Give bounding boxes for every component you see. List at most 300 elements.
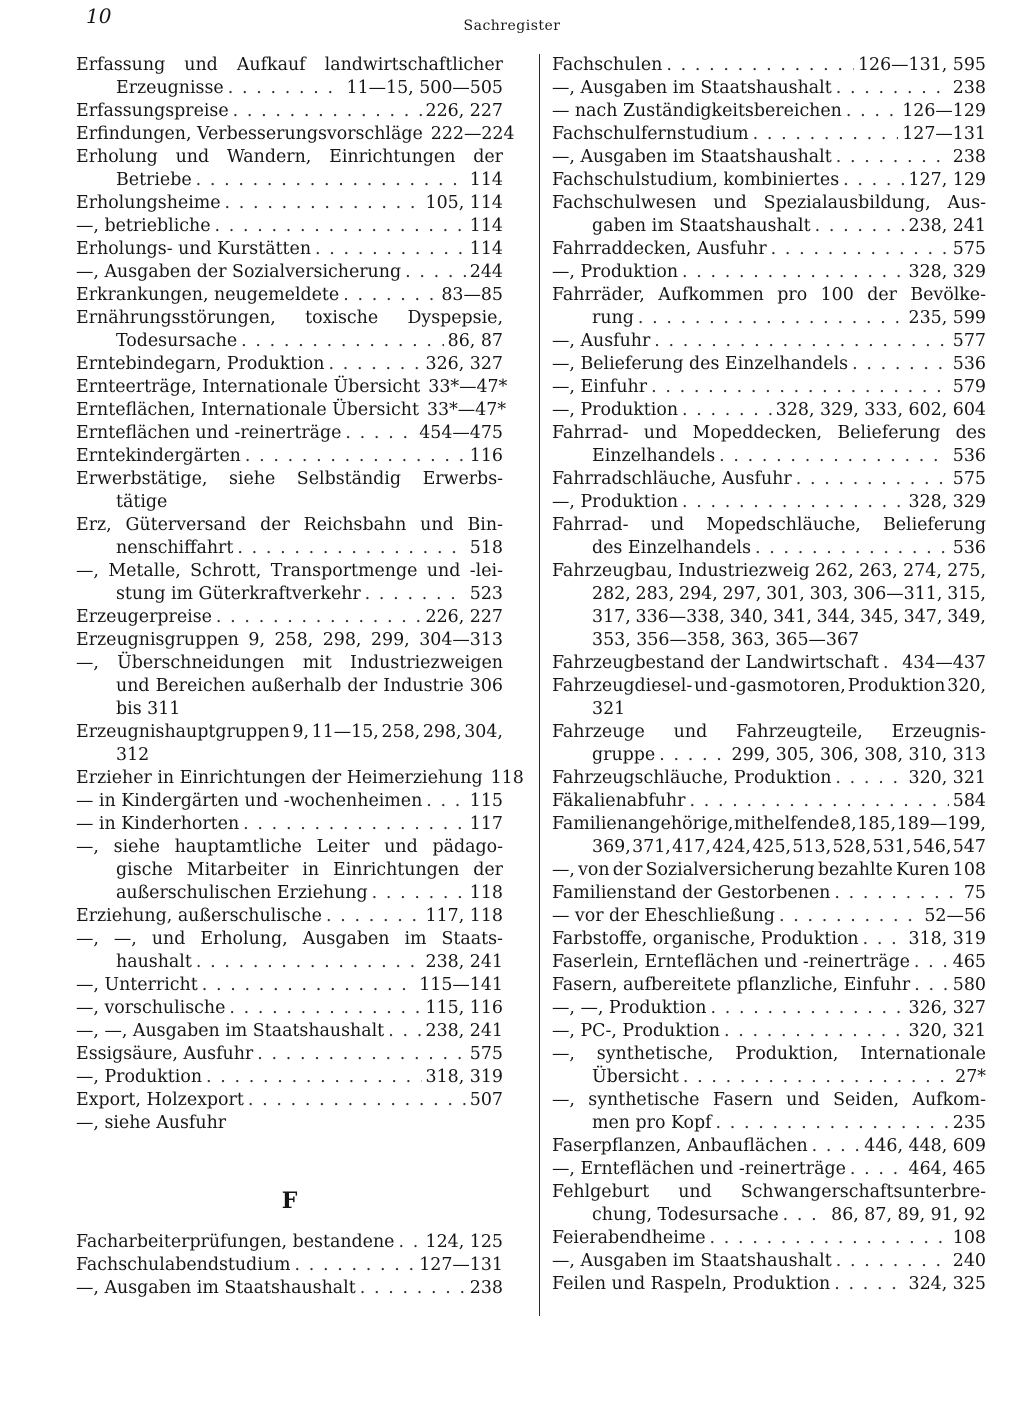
index-entry [552, 123, 986, 146]
index-entry [76, 905, 503, 928]
section-letter: F [281, 1188, 298, 1214]
index-entry [76, 422, 503, 445]
index-entry [76, 1043, 503, 1066]
page-reference: 299, 305, 306, 308, 310, 313 [731, 745, 986, 765]
entry-text: Erzeugnishauptgruppen 9, 11—15, 258, 298, 304, [76, 722, 503, 742]
dot-leader [233, 100, 422, 123]
entry-line [76, 767, 524, 790]
dot-leader [815, 215, 905, 238]
index-entry [76, 974, 503, 997]
entry-text: —, PC-, Produktion [552, 1021, 720, 1041]
entry-line [552, 790, 986, 813]
page-reference: 118 [490, 768, 524, 788]
dot-leader [228, 77, 343, 100]
entry-text: Fasern, aufbereitete pflanzliche, Einfuhr [552, 975, 911, 995]
entry-text: —, synthetische, Produktion, Internationale [552, 1044, 986, 1064]
entry-text: — in Kindergärten und -wochenheimen [76, 791, 423, 811]
page-reference: 11—15, 500—505 [346, 78, 503, 98]
dot-leader [724, 1020, 905, 1043]
page-reference: 118 [469, 883, 503, 903]
page-reference: 240 [952, 1251, 986, 1271]
entry-line [552, 974, 986, 997]
entry-text: 282, 283, 294, 297, 301, 303, 306—311, 315, [592, 584, 986, 604]
index-entry [552, 1273, 986, 1296]
page-reference: 579 [952, 377, 986, 397]
page-reference: 238 [952, 78, 986, 98]
entry-continuation-line [552, 1112, 986, 1135]
entry-text: —, Produktion [76, 1067, 203, 1087]
dot-leader [398, 1231, 421, 1254]
entry-line [76, 1112, 503, 1135]
entry-line [76, 997, 503, 1020]
entry-text: Fahrrad- und Mopeddecken, Belieferung des [552, 423, 986, 443]
entry-text: stung im Güterkraftverkehr [116, 584, 361, 604]
dot-leader [202, 974, 416, 997]
page-reference: 454—475 [419, 423, 503, 443]
index-entry [76, 836, 503, 905]
dot-leader [843, 169, 904, 192]
page-reference: 536 [952, 538, 986, 558]
entry-text: Fahrzeuge und Fahrzeugteile, Erzeugnis- [552, 722, 986, 742]
entry-text: Fachschulen [552, 55, 663, 75]
entry-line [552, 767, 986, 790]
entry-line [552, 997, 986, 1020]
entry-line [552, 1158, 986, 1181]
entry-text: 369, 371, 417, 424, 425, 513, 528, 531, 546, 547 [592, 837, 986, 857]
entry-line [552, 1227, 986, 1250]
page-reference: 523 [469, 584, 503, 604]
page-reference: 446, 448, 609 [864, 1136, 986, 1156]
dot-leader [883, 652, 898, 675]
index-entry [552, 330, 986, 353]
entry-text: —, Metalle, Schrott, Transportmenge und -lei- [76, 561, 503, 581]
page-reference: 584 [952, 791, 986, 811]
entry-continuation-line [552, 307, 986, 330]
index-entry [76, 997, 503, 1020]
page-reference: 238 [952, 147, 986, 167]
entry-text: —, Ausfuhr [552, 331, 651, 351]
entry-line [552, 1250, 986, 1273]
entry-text: — vor der Eheschließung [552, 906, 775, 926]
dot-leader [666, 54, 854, 77]
index-entry [552, 1089, 986, 1135]
entry-text: Ernteflächen und -reinerträge [76, 423, 342, 443]
entry-text: Erfassung und Aufkauf landwirtschaftlicher [76, 55, 503, 75]
entry-line [552, 1181, 986, 1204]
page-reference: 116 [469, 446, 503, 466]
index-entry [76, 399, 507, 422]
entry-text: außerschulischen Erziehung [116, 883, 368, 903]
entry-text: Familienstand der Gestorbenen [552, 883, 831, 903]
entry-text: Feilen und Raspeln, Produktion [552, 1274, 831, 1294]
page-reference: 114 [469, 239, 503, 259]
entry-text: Faserpflanzen, Anbauflächen [552, 1136, 808, 1156]
index-entry [76, 629, 503, 652]
entry-text: nenschiffahrt [116, 538, 234, 558]
index-entry [76, 215, 503, 238]
entry-text: des Einzelhandels [592, 538, 752, 558]
dot-leader [812, 1135, 861, 1158]
dot-leader [216, 606, 422, 629]
dot-leader [343, 284, 437, 307]
index-entry [76, 376, 508, 399]
page-reference: 33*—47* [428, 377, 508, 397]
index-entry [76, 813, 503, 836]
index-entry [76, 238, 503, 261]
index-entry [552, 928, 986, 951]
index-entry [552, 974, 986, 997]
dot-leader [753, 123, 899, 146]
entry-line [552, 77, 986, 100]
index-entry [552, 721, 986, 767]
page-reference: 238, 241 [908, 216, 986, 236]
dot-leader [836, 1250, 949, 1273]
entry-text: men pro Kopf [592, 1113, 712, 1133]
entry-continuation-line [552, 629, 986, 652]
entry-text: Ernährungsstörungen, toxische Dyspepsie, [76, 308, 503, 328]
entry-line [552, 1089, 986, 1112]
dot-leader [372, 882, 466, 905]
dot-leader [365, 583, 466, 606]
entry-text: und Bereichen außerhalb der Industrie 306 [116, 676, 503, 696]
page-reference: 127—131 [419, 1255, 503, 1275]
entry-continuation-line [552, 583, 986, 606]
entry-line [76, 238, 503, 261]
entry-line [76, 813, 503, 836]
entry-text: Erzeugnisse [116, 78, 224, 98]
dot-leader [914, 951, 949, 974]
page-reference: 124, 125 [425, 1232, 503, 1252]
dot-leader [755, 537, 949, 560]
page-reference: 115 [469, 791, 503, 811]
entry-text: Fachschulwesen und Spezialausbildung, Aus- [552, 193, 986, 213]
dot-leader [719, 445, 949, 468]
page-reference: 328, 329 [908, 492, 986, 512]
index-entry [76, 1020, 503, 1043]
index-entry [76, 790, 503, 813]
dot-leader [237, 537, 465, 560]
entry-line [552, 399, 986, 422]
entry-text: Fachschulabendstudium [76, 1255, 291, 1275]
page-reference: 318, 319 [425, 1067, 503, 1087]
entry-text: —, siehe hauptamtliche Leiter und pädago- [76, 837, 503, 857]
index-entry [552, 790, 986, 813]
entry-line [76, 560, 503, 583]
index-entry [552, 813, 986, 859]
entry-continuation-line [76, 859, 503, 882]
entry-text: —, Ausgaben im Staatshaushalt [76, 1278, 356, 1298]
index-entry [552, 1158, 986, 1181]
entry-text: Ernteerträge, Internationale Übersicht [76, 377, 421, 397]
entry-text: Erkrankungen, neugemeldete [76, 285, 340, 305]
entry-line [76, 1089, 503, 1112]
index-entry [552, 951, 986, 974]
entry-continuation-line [552, 606, 986, 629]
page-reference: 328, 329 [908, 262, 986, 282]
index-entry [552, 261, 986, 284]
page-reference: 127, 129 [908, 170, 986, 190]
page-reference: 318, 319 [908, 929, 986, 949]
entry-text: Erfindungen, Verbesserungsvorschläge [76, 124, 423, 144]
entry-line [76, 399, 507, 422]
page-reference: 86, 87 [447, 331, 503, 351]
index-entry [552, 1227, 986, 1250]
page-reference: 238, 241 [425, 952, 503, 972]
dot-leader [328, 353, 421, 376]
dot-leader [796, 468, 949, 491]
index-entry [552, 1020, 986, 1043]
dot-leader [710, 1227, 949, 1250]
dot-leader [326, 905, 422, 928]
page-reference: 238 [469, 1278, 503, 1298]
entry-text: Familienangehörige, mithelfende 8, 185, 189—199, [552, 814, 986, 834]
page-reference: 114 [469, 216, 503, 236]
entry-line [76, 721, 503, 744]
index-entry [76, 192, 503, 215]
entry-text: Erz, Güterversand der Reichsbahn und Bin- [76, 515, 503, 535]
entry-line [76, 123, 515, 146]
index-entry [76, 307, 503, 353]
entry-text: tätige [116, 492, 168, 512]
entry-text: gische Mitarbeiter in Einrichtungen der [116, 860, 503, 880]
index-entry [76, 514, 503, 560]
entry-text: Erzeugnisgruppen 9, 258, 298, 299, 304—313 [76, 630, 503, 650]
entry-text: Betriebe [116, 170, 192, 190]
dot-leader [654, 330, 949, 353]
entry-text: —, Unterricht [76, 975, 198, 995]
index-entry [76, 1231, 503, 1254]
page-reference: 575 [952, 469, 986, 489]
page-reference: 577 [952, 331, 986, 351]
dot-leader [682, 399, 772, 422]
entry-continuation-line [552, 698, 986, 721]
entry-line [76, 422, 503, 445]
entry-line [552, 468, 986, 491]
entry-continuation-line [76, 330, 503, 353]
entry-continuation-line [76, 77, 503, 100]
entry-text: —, Produktion [552, 262, 679, 282]
entry-text: Fahrräder, Aufkommen pro 100 der Bevölke- [552, 285, 986, 305]
dot-leader [852, 353, 949, 376]
page-reference: 324, 325 [908, 1274, 986, 1294]
entry-line [76, 468, 503, 491]
entry-text: —, vorschulische [76, 998, 226, 1018]
entry-line [552, 146, 986, 169]
entry-text: rung [592, 308, 634, 328]
page-reference: 238, 241 [425, 1021, 503, 1041]
dot-leader [836, 77, 949, 100]
page-reference: 326, 327 [425, 354, 503, 374]
index-entry [76, 146, 503, 192]
entry-line [76, 54, 503, 77]
page-reference: 575 [469, 1044, 503, 1064]
index-entry [552, 514, 986, 560]
entry-text: Fahrzeugschläuche, Produktion [552, 768, 832, 788]
entry-continuation-line [76, 491, 503, 514]
index-entry [552, 1181, 986, 1227]
index-entry [76, 1089, 503, 1112]
entry-text: —, —, Produktion [552, 998, 707, 1018]
page-reference: 326, 327 [908, 998, 986, 1018]
entry-line [552, 169, 986, 192]
entry-line [552, 928, 986, 951]
dot-leader [689, 790, 948, 813]
index-entry [76, 1254, 503, 1277]
entry-line [552, 330, 986, 353]
entry-text: Essigsäure, Ausfuhr [76, 1044, 254, 1064]
entry-continuation-line [552, 1204, 986, 1227]
entry-text: —, von der Sozialversicherung bezahlte Kuren 108 [552, 860, 986, 880]
entry-text: Fahrzeugbestand der Landwirtschaft [552, 653, 880, 673]
dot-leader [716, 1112, 949, 1135]
entry-text: —, Ernteflächen und -reinerträge [552, 1159, 846, 1179]
entry-line [76, 376, 508, 399]
dot-leader [834, 1273, 904, 1296]
entry-text: 321 [592, 699, 626, 719]
index-entry [76, 261, 503, 284]
entry-text: chung, Todesursache [592, 1205, 779, 1225]
index-entry [552, 77, 986, 100]
index-entry [552, 997, 986, 1020]
page-reference: 108 [952, 1228, 986, 1248]
page-reference: 126—131, 595 [857, 55, 986, 75]
entry-line [552, 813, 986, 836]
entry-line [552, 422, 986, 445]
dot-leader [771, 238, 949, 261]
entry-text: Einzelhandels [592, 446, 716, 466]
entry-line [552, 238, 986, 261]
entry-text: —, Einfuhr [552, 377, 648, 397]
page-reference: 27* [955, 1067, 986, 1087]
page-reference: 83—85 [441, 285, 503, 305]
entry-line [76, 606, 503, 629]
index-entry [76, 100, 503, 123]
index-entry [552, 1250, 986, 1273]
page-reference: 434—437 [902, 653, 986, 673]
index-entry [552, 882, 986, 905]
entry-line [552, 1020, 986, 1043]
page-reference: 507 [469, 1090, 503, 1110]
entry-line [76, 974, 503, 997]
entry-text: Feierabendheime [552, 1228, 706, 1248]
index-entry [552, 767, 986, 790]
entry-continuation-line [76, 675, 503, 698]
entry-line [552, 100, 986, 123]
entry-line [552, 905, 986, 928]
entry-line [552, 376, 986, 399]
index-entry [76, 928, 503, 974]
entry-line [552, 1273, 986, 1296]
entry-line [76, 146, 503, 169]
entry-text: Fahrzeugbau, Industriezweig 262, 263, 274, 275, [552, 561, 986, 581]
page-reference: 226, 227 [425, 101, 503, 121]
page-number: 10 [86, 4, 112, 28]
entry-line [552, 675, 986, 698]
index-entry [552, 905, 986, 928]
page-reference: 575 [952, 239, 986, 259]
page-reference: 226, 227 [425, 607, 503, 627]
page-reference: 105, 114 [425, 193, 503, 213]
index-entry [76, 123, 515, 146]
entry-line [76, 1020, 503, 1043]
entry-text: Erzeugerpreise [76, 607, 212, 627]
dot-leader [659, 744, 727, 767]
entry-continuation-line [76, 537, 503, 560]
entry-text: Faserlein, Ernteflächen und -reinerträge [552, 952, 910, 972]
entry-text: Facharbeiterprüfungen, bestandene [76, 1232, 395, 1252]
dot-leader [651, 376, 949, 399]
page-reference: 114 [469, 170, 503, 190]
entry-text: Fahrzeugdiesel- und -gasmotoren, Produktion 320, [552, 676, 986, 696]
dot-leader [682, 261, 905, 284]
entry-text: 353, 356—358, 363, 365—367 [592, 630, 860, 650]
page-reference: 518 [469, 538, 503, 558]
entry-text: Erwerbstätige, siehe Selbständig Erwerbs- [76, 469, 503, 489]
index-entry [552, 422, 986, 468]
page-reference: 465 [952, 952, 986, 972]
dot-leader [783, 1204, 827, 1227]
dot-leader [248, 1089, 466, 1112]
entry-text: Erholungs- und Kurstätten [76, 239, 312, 259]
dot-leader [863, 928, 905, 951]
entry-continuation-line [76, 583, 503, 606]
index-entry [76, 1112, 503, 1135]
index-entry [76, 1277, 503, 1300]
dot-leader [779, 905, 920, 928]
page-reference: 126—129 [902, 101, 986, 121]
entry-text: —, Ausgaben der Sozialversicherung [76, 262, 402, 282]
index-entry [76, 767, 524, 790]
dot-leader [315, 238, 466, 261]
entry-text: bis 311 [116, 699, 181, 719]
entry-line [552, 1135, 986, 1158]
index-entry [552, 560, 986, 652]
entry-text: —, Produktion [552, 492, 679, 512]
entry-text: — nach Zuständigkeitsbereichen [552, 101, 842, 121]
index-entry [552, 169, 986, 192]
entry-line [76, 514, 503, 537]
entry-continuation-line [76, 882, 503, 905]
entry-line [76, 790, 503, 813]
index-entry [76, 1066, 503, 1089]
index-entry [552, 491, 986, 514]
entry-line [76, 928, 503, 951]
dot-leader [360, 1277, 466, 1300]
entry-text: Erntebindegarn, Produktion [76, 354, 325, 374]
page-reference: 75 [963, 883, 986, 903]
dot-leader [834, 882, 960, 905]
index-entry [552, 284, 986, 330]
page-reference: 536 [952, 446, 986, 466]
entry-line [76, 1231, 503, 1254]
entry-text: —, betriebliche [76, 216, 211, 236]
page-reference: 235, 599 [908, 308, 986, 328]
page-reference: 52—56 [924, 906, 986, 926]
entry-continuation-line [76, 951, 503, 974]
index-entry [552, 399, 986, 422]
page-reference: 33*—47* [426, 400, 507, 420]
entry-continuation-line [552, 215, 986, 238]
entry-continuation-line [552, 836, 986, 859]
dot-leader [405, 261, 466, 284]
entry-text: gaben im Staatshaushalt [592, 216, 811, 236]
page-reference: 536 [952, 354, 986, 374]
index-entry [552, 652, 986, 675]
index-entry [76, 284, 503, 307]
index-entry [552, 238, 986, 261]
column-divider [539, 54, 540, 1316]
entry-line [76, 192, 503, 215]
